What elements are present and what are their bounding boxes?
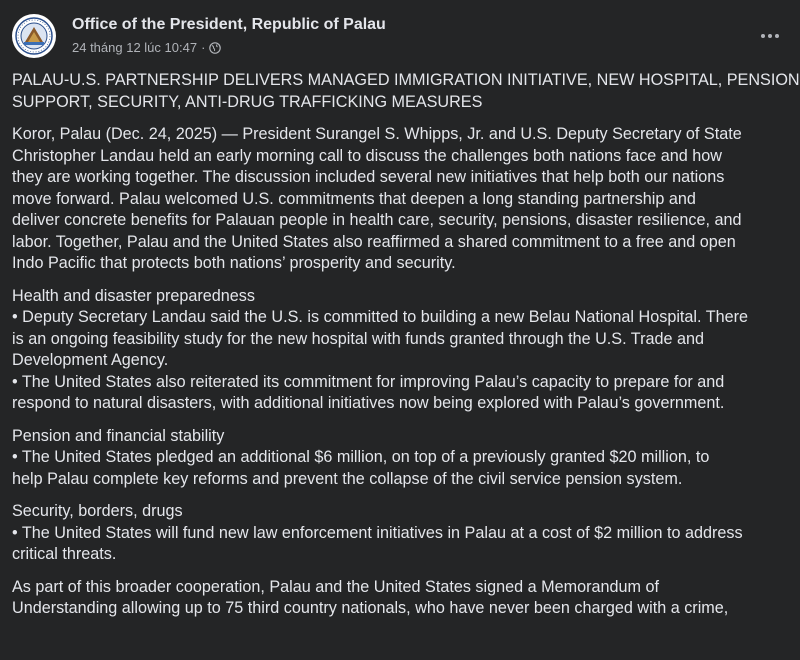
more-options-button[interactable] [752, 18, 788, 54]
post-text-line: • Deputy Secretary Landau said the U.S. is committed to building a new Belau National Hospital. There [12, 308, 749, 326]
post-text-line: Koror, Palau (Dec. 24, 2025) — President Surangel S. Whipps, Jr. and U.S. Deputy Secretary of State [12, 125, 742, 143]
post-paragraph [12, 70, 798, 113]
post-text-line: help Palau complete key reforms and prevent the collapse of the civil service pension system. [12, 469, 683, 488]
post-text-line: • The United States also reiterated its commitment for improving Palau’s capacity to prepare for and [12, 372, 725, 391]
post-header [12, 12, 788, 60]
post-text-line: • The United States will fund new law enforcement initiatives in Palau at a cost of $2 million to address [12, 523, 743, 542]
post-text-line: they are working together. The discussion included several new initiatives that help both our nations [12, 168, 725, 186]
post-text-line: move forward. Palau welcomed U.S. commitments that deepen a long standing partnership and [12, 189, 696, 208]
post-text-line: Development Agency. [12, 351, 169, 369]
post-text-line: critical threats. [12, 545, 117, 563]
more-options-icon-dot [768, 34, 772, 38]
more-options-icon [761, 34, 765, 38]
post-meta [72, 40, 221, 55]
post-paragraph [12, 577, 798, 620]
post-text-line: deliver concrete benefits for Palauan people in health care, security, pensions, disaster resilience, and [12, 211, 742, 229]
post-author[interactable]: Office of the President, Republic of Palau [72, 16, 386, 33]
avatar[interactable] [12, 14, 56, 58]
post-text-line: As part of this broader cooperation, Palau and the United States signed a Memorandum of [12, 577, 659, 596]
post-text-line: Health and disaster preparedness [12, 286, 255, 305]
post-text-line: Pension and financial stability [12, 426, 225, 445]
post-paragraph [12, 501, 798, 566]
post-text-line: is an ongoing feasibility study for the new hospital with funds granted through the U.S. Trade and [12, 329, 704, 348]
post-paragraph [12, 286, 798, 415]
post-text-line: PALAU-U.S. PARTNERSHIP DELIVERS MANAGED IMMIGRATION INITIATIVE, NEW HOSPITAL, PENSION [12, 71, 800, 89]
post-timestamp[interactable]: 24 tháng 12 lúc 10:47 [72, 40, 198, 55]
post-text-line: Indo Pacific that protects both nations’ prosperity and security. [12, 254, 456, 272]
meta-separator: · [201, 40, 206, 55]
post-text-line: respond to natural disasters, with additional initiatives now being explored with Palau’s government. [12, 394, 725, 412]
post-text-line: Understanding allowing up to 75 third country nationals, who have never been charged with a crime, [12, 599, 729, 617]
globe-icon[interactable] [209, 42, 221, 54]
post-text-line: labor. Together, Palau and the United States also reaffirmed a shared commitment to a free and open [12, 232, 736, 251]
post-text-line: Christopher Landau held an early morning call to discuss the challenges both nations face and how [12, 146, 722, 165]
post-paragraph [12, 124, 798, 275]
post-paragraph [12, 426, 798, 491]
presidential-seal-icon [12, 14, 56, 58]
post-text-line: • The United States pledged an additional $6 million, on top of a previously granted $20 million, to [12, 448, 710, 466]
more-options-icon-dot [775, 34, 779, 38]
post-text-line: Security, borders, drugs [12, 502, 183, 520]
post-text-line: SUPPORT, SECURITY, ANTI-DRUG TRAFFICKING MEASURES [12, 92, 483, 111]
post-body [12, 70, 798, 631]
